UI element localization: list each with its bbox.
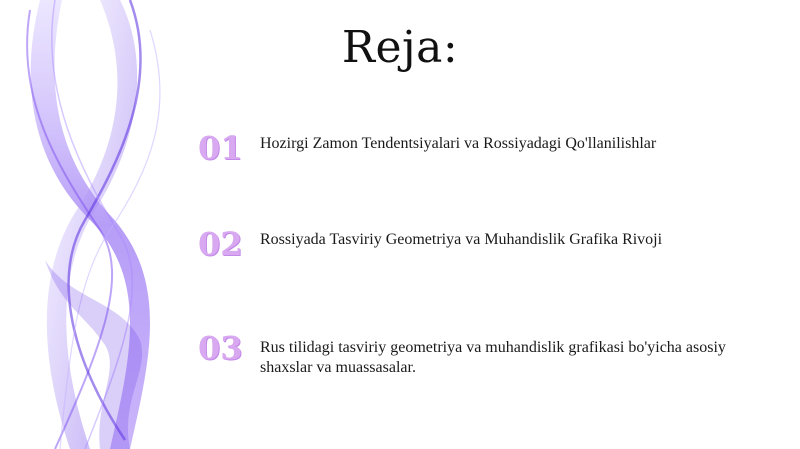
slide-title: Reja: — [341, 22, 459, 73]
agenda-item-text: Rossiyada Tasviriy Geometriya va Muhandislik Grafika Rivoji — [260, 231, 663, 248]
agenda-item-text: Hozirgi Zamon Tendentsiyalari va Rossiyadagi Qo'llanilishlar — [260, 135, 657, 152]
agenda-item-number: 02 — [198, 225, 243, 263]
agenda-item-number: 01 — [198, 129, 243, 167]
agenda-item-number: 03 — [198, 329, 243, 367]
agenda-item-text: Rus tilidagi tasviriy geometriya va muhandislik grafikasi bo'yicha asosiy shaxslar va muassasalar. — [260, 339, 726, 376]
decorative-ribbon — [0, 0, 200, 449]
